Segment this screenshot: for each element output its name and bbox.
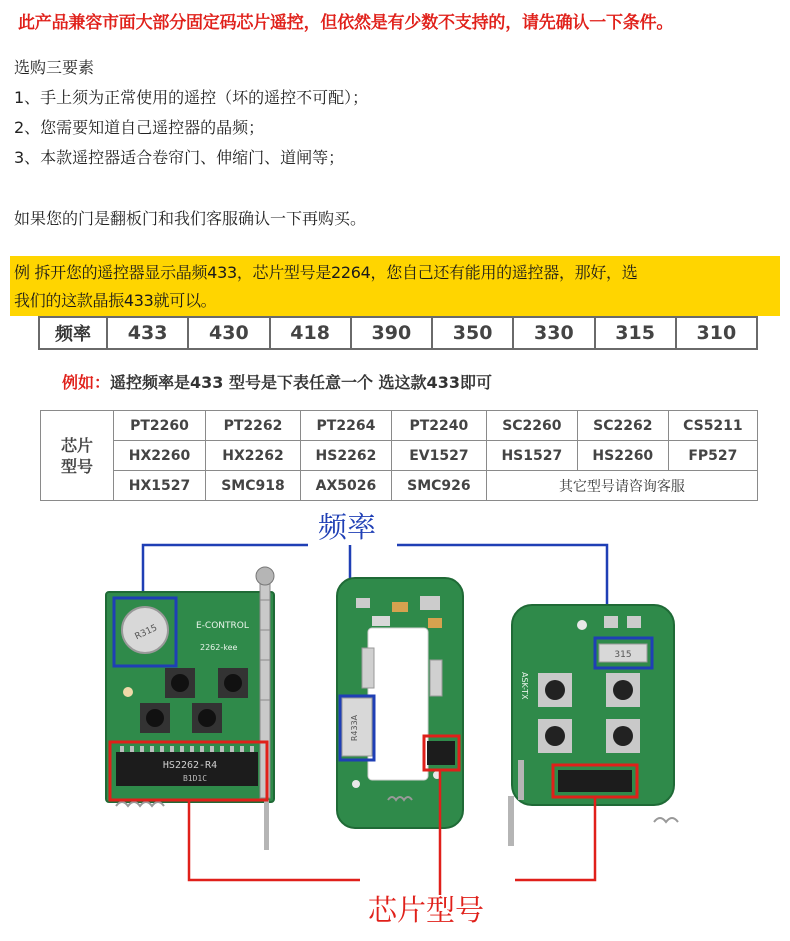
chip-cell: HS1527 xyxy=(486,441,577,471)
frequency-label: 频率 xyxy=(318,510,377,544)
board1-chip-sub: B1D1C xyxy=(182,774,208,783)
notice-text: 此产品兼容市面大部分固定码芯片遥控，但依然是有少数不支持的，请先确认一下条件。 xyxy=(18,13,674,33)
frequency-cell: 390 xyxy=(351,317,432,349)
intro-note: 如果您的门是翻板门和我们客服确认一下再购买。 xyxy=(14,209,367,228)
board3-crystal-text: 315 xyxy=(614,650,632,660)
chip-cell: HX1527 xyxy=(114,471,206,501)
board3-side-text: ASK-TX xyxy=(520,672,529,700)
chip-cell: PT2262 xyxy=(205,411,300,441)
intro-heading: 选购三要素 xyxy=(14,58,95,77)
chip-cell: SMC918 xyxy=(205,471,300,501)
chip-header-line-2: 型号 xyxy=(60,456,93,476)
remote-boards-photo xyxy=(0,500,790,941)
frequency-cell: 430 xyxy=(188,317,269,349)
intro-item-2: 2、您需要知道自己遥控器的晶频； xyxy=(14,118,265,137)
chip-cell: HS2262 xyxy=(300,441,391,471)
chip-table-header xyxy=(41,411,114,501)
board1-crystal-text: R315 xyxy=(133,623,160,643)
board1-model: 2262-kee xyxy=(200,643,238,652)
board2-crystal-text: R433A xyxy=(350,714,359,742)
intro-item-1: 1、手上须为正常使用的遥控（坏的遥控不可配）； xyxy=(14,88,369,107)
frequency-cell: 330 xyxy=(513,317,594,349)
example-highlight-box xyxy=(10,256,780,316)
chip-model-label: 芯片型号 xyxy=(368,893,485,927)
intro-item-3: 3、本款遥控器适合卷帘门、伸缩门、道闸等； xyxy=(14,148,345,167)
chip-cell: HX2260 xyxy=(114,441,206,471)
chip-model-table xyxy=(40,410,758,501)
chip-cell-other: 其它型号请咨询客服 xyxy=(486,471,757,501)
chip-cell: PT2240 xyxy=(391,411,486,441)
example-text: 遥控频率是433 型号是下表任意一个 选这款433即可 xyxy=(110,373,492,392)
chip-cell: PT2264 xyxy=(300,411,391,441)
frequency-cell: 418 xyxy=(270,317,351,349)
highlight-line-2: 我们的这款晶振433就可以。 xyxy=(14,291,217,310)
chip-cell: AX5026 xyxy=(300,471,391,501)
board-right xyxy=(508,605,678,846)
chip-cell: PT2260 xyxy=(114,411,206,441)
chip-cell: SMC926 xyxy=(391,471,486,501)
frequency-cell: 315 xyxy=(595,317,676,349)
frequency-cell: 433 xyxy=(107,317,188,349)
chip-cell: FP527 xyxy=(668,441,757,471)
frequency-table xyxy=(38,316,758,350)
chip-cell: HS2260 xyxy=(577,441,668,471)
example-line xyxy=(62,370,492,393)
chip-cell: SC2260 xyxy=(486,411,577,441)
board-middle xyxy=(337,578,463,828)
chip-header-line-1: 芯片 xyxy=(60,435,93,455)
chip-cell: CS5211 xyxy=(668,411,757,441)
frequency-cell: 310 xyxy=(676,317,757,349)
board1-brand: E-CONTROL xyxy=(196,621,249,631)
board1-chip-text: HS2262-R4 xyxy=(162,760,218,771)
chip-cell: HX2262 xyxy=(205,441,300,471)
chip-cell: SC2262 xyxy=(577,411,668,441)
example-label: 例如： xyxy=(62,373,111,392)
frequency-cell: 350 xyxy=(432,317,513,349)
frequency-header: 频率 xyxy=(39,317,107,349)
chip-cell: EV1527 xyxy=(391,441,486,471)
highlight-line-1: 例 拆开您的遥控器显示晶频433，芯片型号是2264，您自己还有能用的遥控器，那好，选 xyxy=(14,263,638,282)
